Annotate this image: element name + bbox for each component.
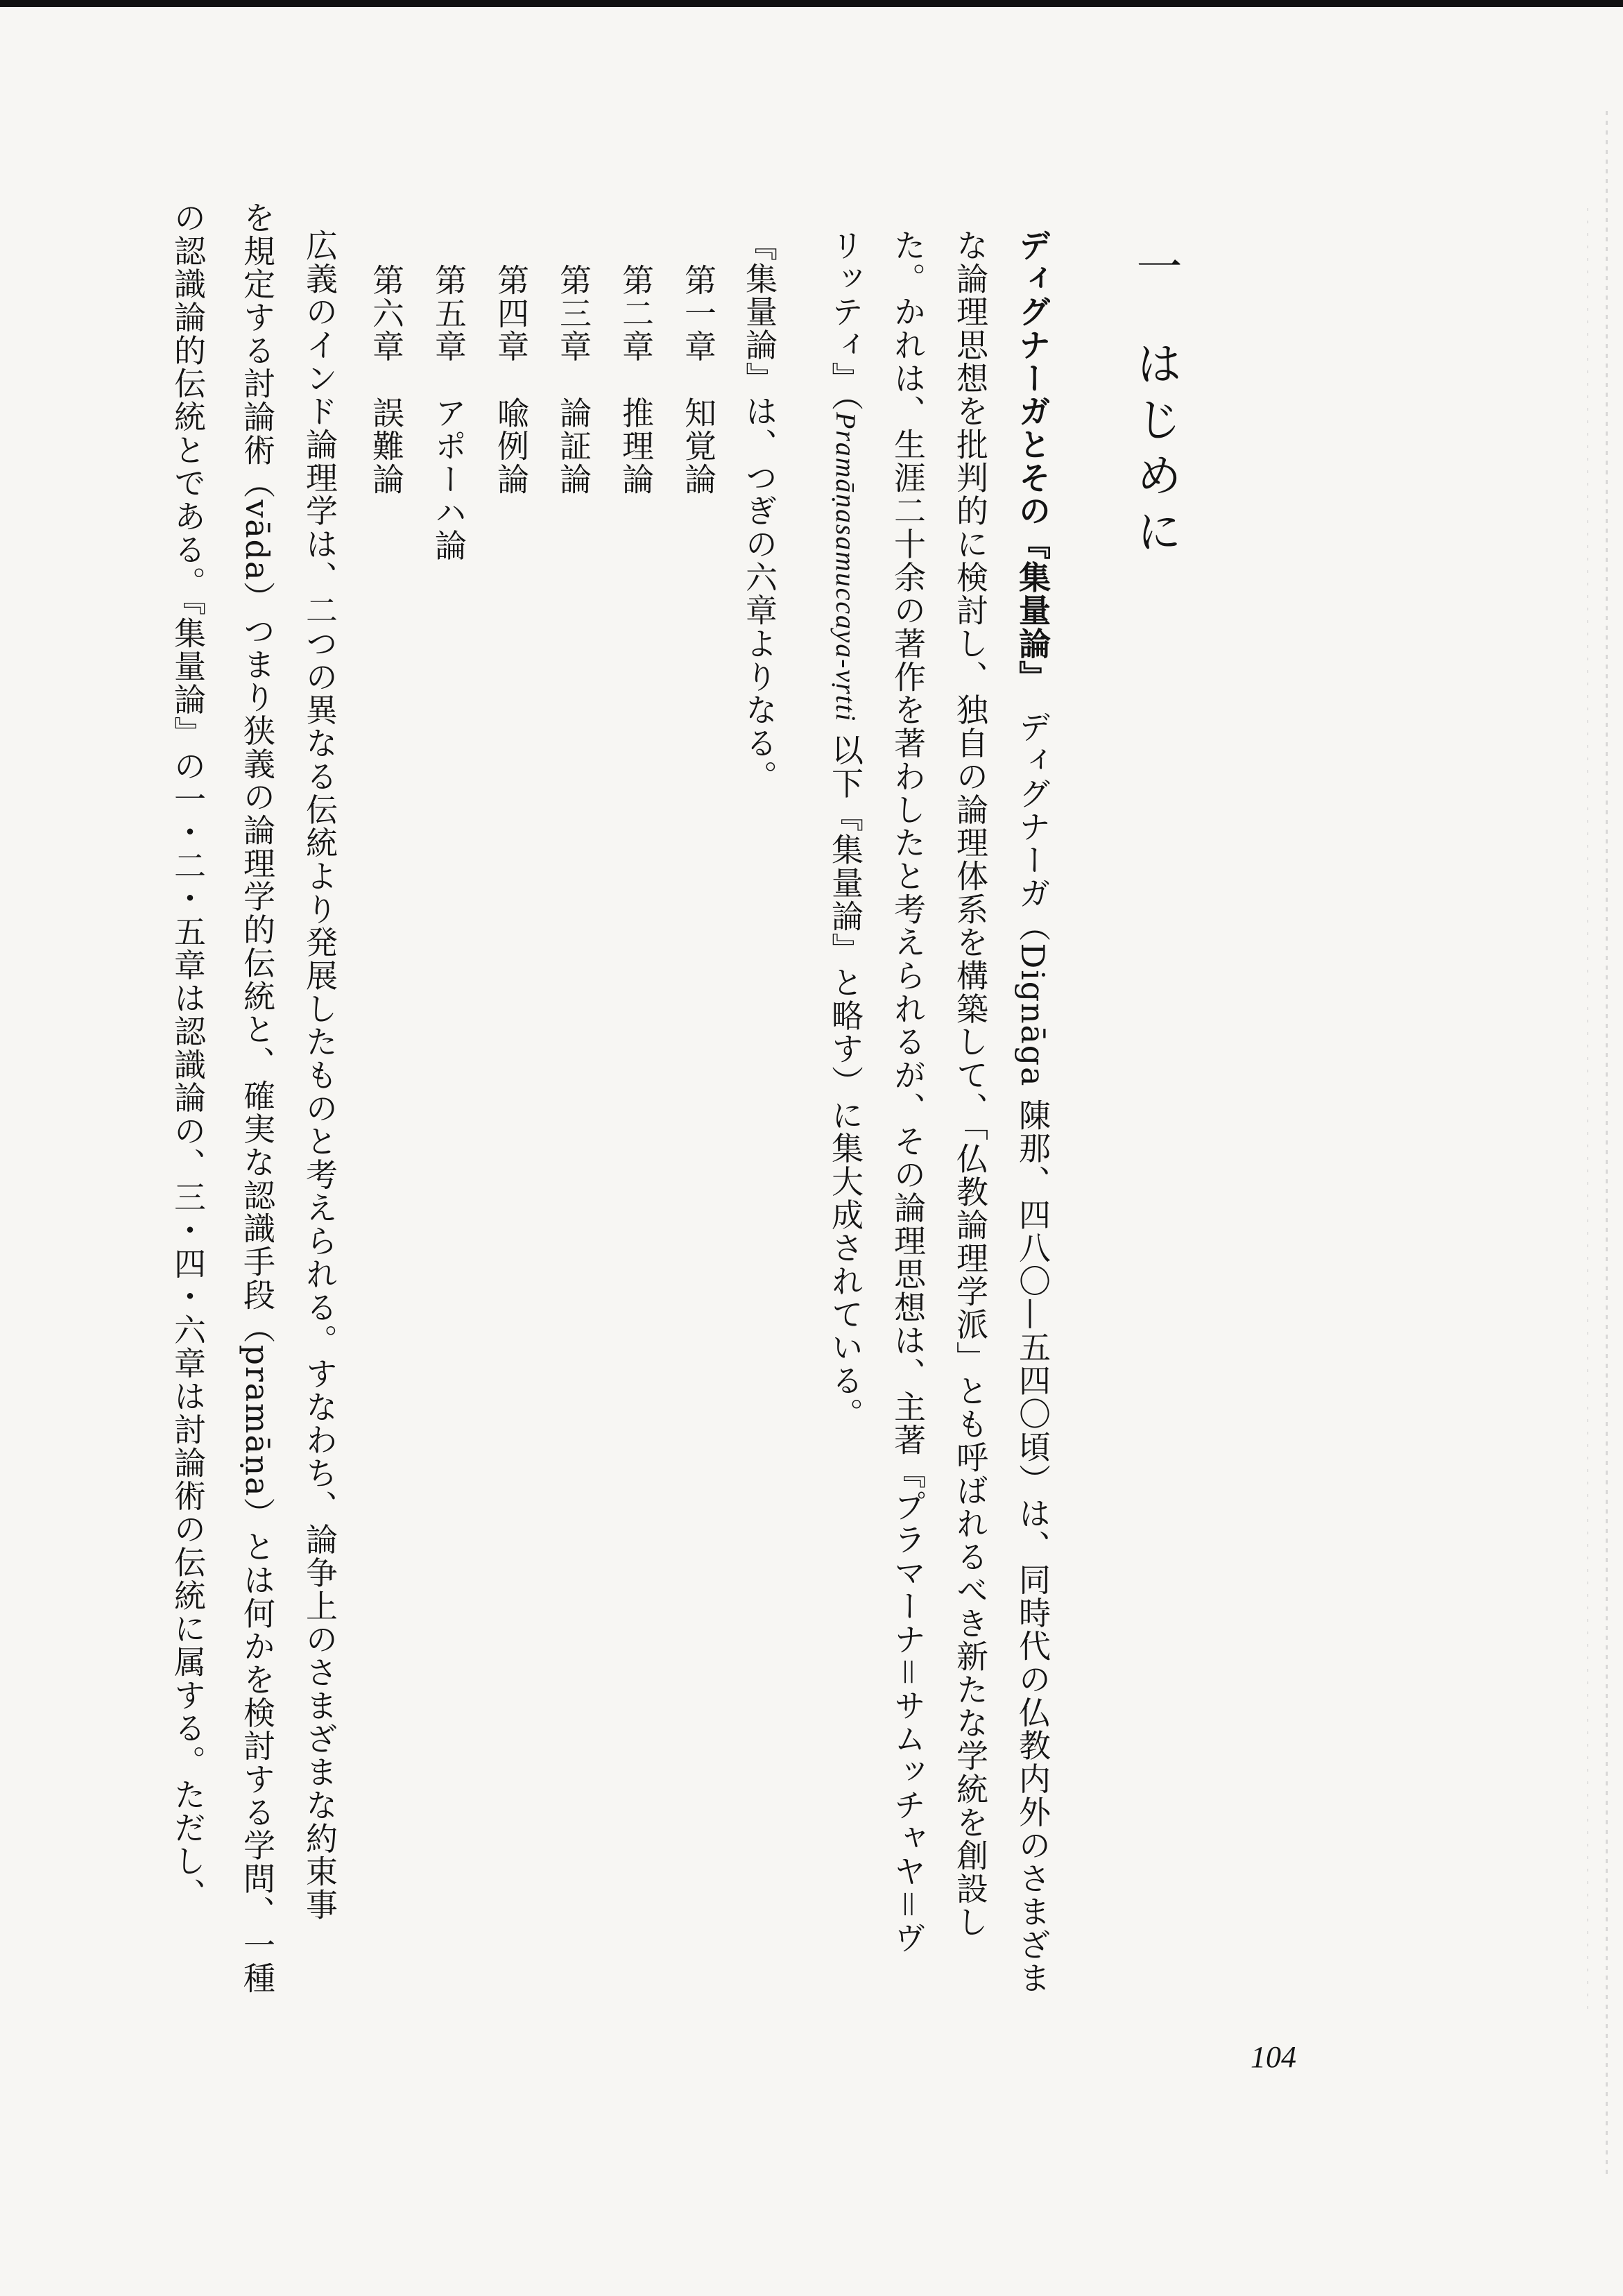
body-column-5: 『集量論』は、つぎの六章よりなる。 (741, 229, 778, 794)
chapter-item: 第三章 論証論 (555, 264, 592, 496)
chapter-item: 第二章 推理論 (617, 264, 655, 496)
body-column-2: な論理思想を批判的に検討し、独自の論理体系を構築して、「仏教論理学派」とも呼ばれるべき新たな学統を創設し (952, 229, 989, 1939)
scan-edge-artifact (1587, 208, 1588, 2012)
body-column-4 (827, 229, 864, 1431)
chapter-item: 第四章 喩例論 (492, 264, 530, 496)
paragraph-text: リッティ』（ (827, 229, 864, 413)
scan-top-border (0, 0, 1623, 7)
chapter-item: 第一章 知覚論 (680, 264, 717, 496)
subsection-title: ディグナーガとその『集量論』 (1014, 229, 1051, 678)
paragraph-text: ディグナーガ（Dignāga 陳那、四八〇—五四〇頃）は、同時代の仏教内外のさまざま (1014, 710, 1051, 1995)
scan-edge-artifact (1606, 111, 1608, 2178)
section-title: はじめに (1128, 340, 1182, 564)
paragraph-text: 以下『集量論』と略す）に集大成されている。 (827, 722, 864, 1431)
section-number: 一 (1128, 243, 1182, 299)
body-column-7: を規定する討論術（vāda）つまり狭義の論理学的伝統と、確実な認識手段（pramāṇa）とは何かを検討する学問、一種 (239, 201, 276, 1995)
body-column-1 (1014, 229, 1051, 1995)
chapter-item: 第六章 誤難論 (368, 264, 405, 496)
body-column-3: た。かれは、生涯二十余の著作を著わしたと考えられるが、その論理思想は、主著『プラマーナ＝サムッチャヤ＝ヴ (889, 229, 927, 1955)
sanskrit-title: Pramāṇasamuccaya-vṛtti (830, 412, 861, 723)
body-column-6: 広義のインド論理学は、二つの異なる伝統より発展したものと考えられる。すなわち、論争上のさまざまな約束事 (301, 229, 338, 1921)
page-number: 104 (1251, 2040, 1296, 2074)
body-column-8: の認識論的伝統とである。『集量論』の一・二・五章は認識論の、三・四・六章は討論術の伝統に属する。ただし、 (169, 201, 207, 1911)
chapter-item: 第五章 アポーハ論 (430, 264, 467, 563)
